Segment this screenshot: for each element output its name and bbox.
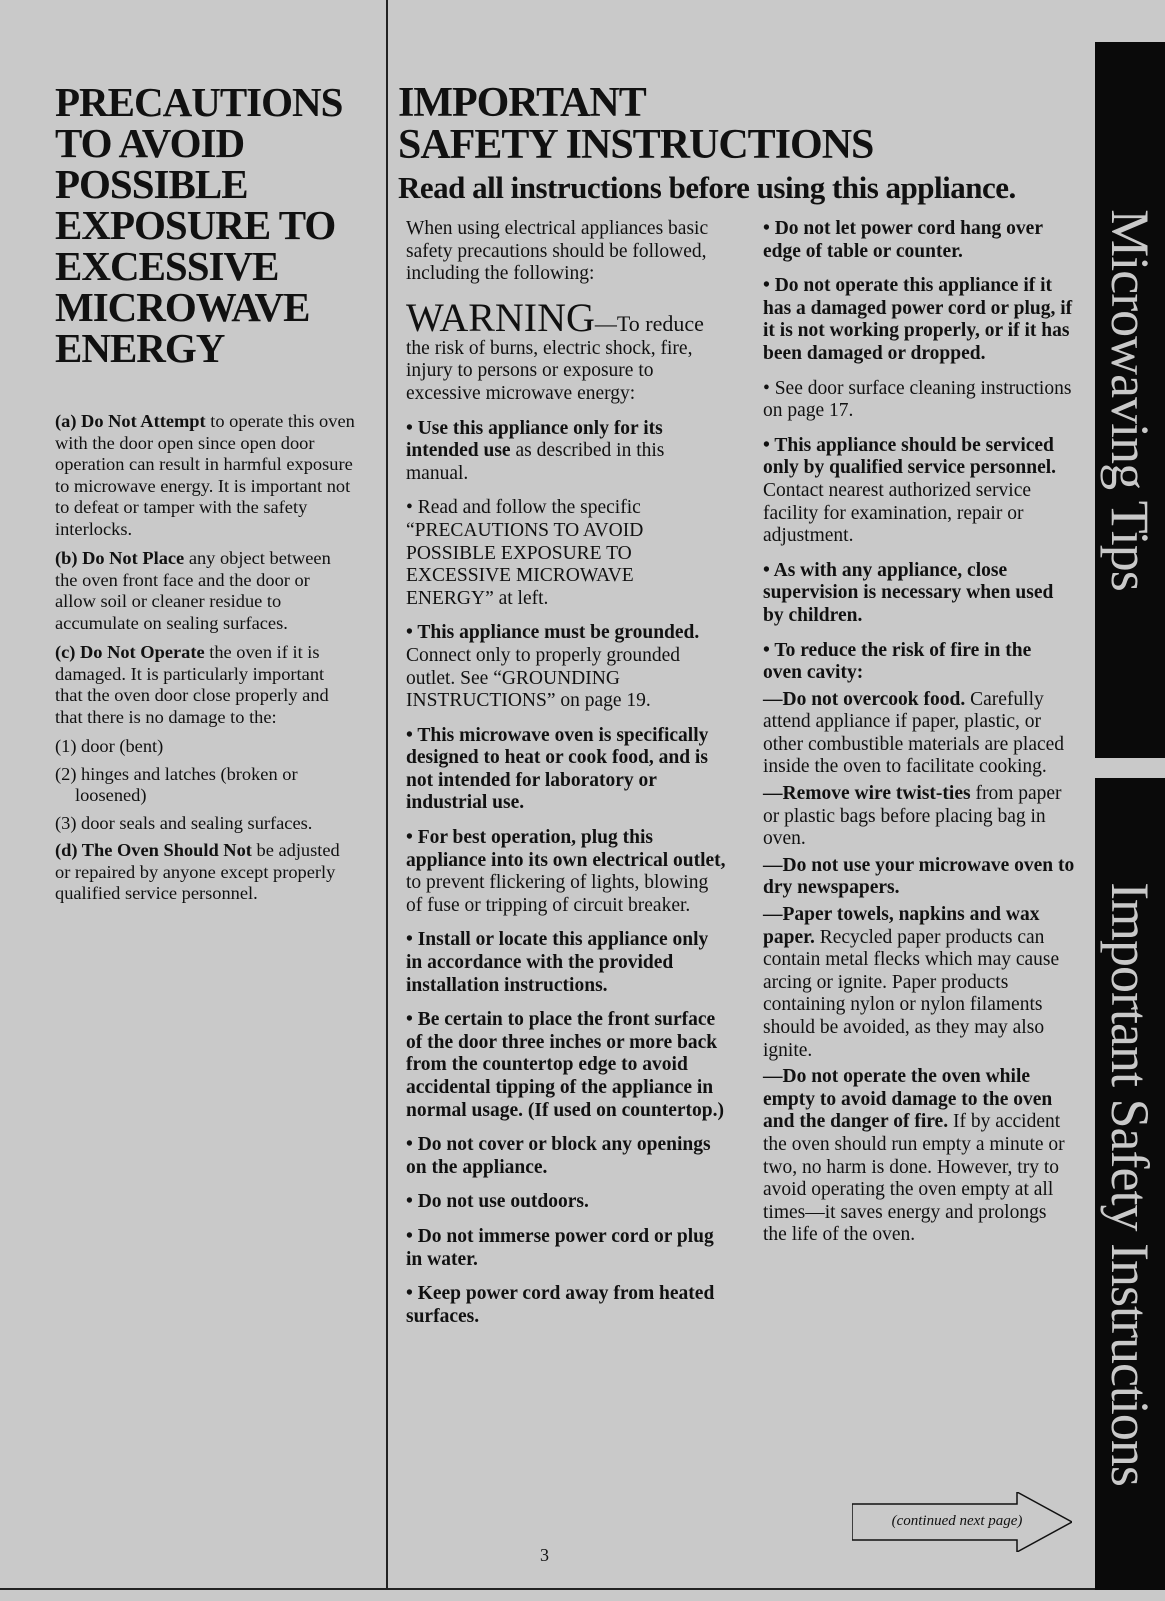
side-tab-safety-instructions[interactable] [1095,778,1165,1590]
instruction-item: • Install or locate this appliance only in accordance with the provided installation instructions. [406,929,709,996]
instruction-item: • Be certain to place the front surface of the door three inches or more back from the countertop edge to avoid accidental tipping of the appliance in normal usage. (If used on countertop.) [406,1009,724,1121]
instruction-item: • Keep power cord away from heated surfaces. [406,1283,715,1327]
instruction-item: • Do not cover or block any openings on the appliance. [406,1134,711,1178]
title-line: SAFETY INSTRUCTIONS [398,122,874,168]
side-tab-label: Important Safety Instructions [1100,882,1160,1486]
heading-line: EXCESSIVE [55,243,279,289]
instruction-item: • This appliance must be grounded. Connect only to properly grounded outlet. See “GROUNDING INSTRUCTIONS” on page 19. [406,622,700,712]
side-tab-label: Microwaving Tips [1100,209,1160,591]
bottom-rule [0,1588,1165,1590]
instructions-column-1 [406,218,726,1340]
instruction-item: • Read and follow the specific “PRECAUTIONS TO AVOID POSSIBLE EXPOSURE TO EXCESSIVE MICROWAVE ENERGY” at left. [406,497,644,609]
precaution-c-item: (1) door (bent) [55,736,164,756]
side-tab-microwaving-tips[interactable] [1095,42,1165,758]
instruction-item: • Do not immerse power cord or plug in water. [406,1225,714,1270]
heading-line: ENERGY [55,325,225,371]
instruction-item: —Do not operate the oven while empty to avoid damage to the oven and the danger of fire. If by accident the oven should run empty a minute or two, no harm is done. However, try to avoid operating the oven empty at all times—it saves energy and prolongs the life of the oven. [763,1066,1065,1246]
precaution-b: (b) Do Not Place any object between the oven front face and the door or allow soil or cleaner residue to accumulate on sealing surfaces. [55,548,331,633]
precaution-a: (a) Do Not Attempt to operate this oven with the door open since open door operation can result in harmful exposure to microwave energy. It is important not to defeat or tamper with the safety interlocks. [55,411,355,539]
warning-text: the risk of burns, electric shock, fire, injury to persons or exposure to excessive microwave energy: [406,337,693,404]
intro-paragraph: When using electrical appliances basic safety precautions should be followed, including the following: [406,218,709,285]
instruction-item: • This microwave oven is specifically designed to heat or cook food, and is not intended for laboratory or industrial use. [406,724,709,814]
instruction-item: —Do not overcook food. Carefully attend appliance if paper, plastic, or other combustible materials are placed inside the oven to facilitate cooking. [763,688,1065,778]
instruction-item: • As with any appliance, close supervision is necessary when used by children. [763,559,1054,626]
precaution-c: (c) Do Not Operate the oven if it is damaged. It is particularly important that the oven door close properly and that there is no damage to the: [55,642,329,727]
page-number: 3 [540,1545,549,1565]
instruction-item: • To reduce the risk of fire in the oven cavity: [763,639,1032,684]
instruction-item: • For best operation, plug this appliance into its own electrical outlet, to prevent flickering of lights, blowing of fuse or tripping of circuit breaker. [406,827,726,916]
instruction-item: —Remove wire twist-ties from paper or plastic bags before placing bag in oven. [763,783,1062,850]
instruction-item: • This appliance should be serviced only by qualified service personnel. Contact nearest authorized service facility for examination, repair or adjustment. [763,434,1057,547]
instruction-item: • Use this appliance only for its intended use as described in this manual. [406,417,665,484]
instruction-item: • Do not operate this appliance if it has a damaged power cord or plug, if it is not working properly, or if it has been damaged or dropped. [763,275,1073,364]
precaution-d: (d) The Oven Should Not be adjusted or repaired by anyone except properly qualified service personnel. [55,840,340,903]
heading-line: EXPOSURE TO [55,202,336,248]
safety-subtitle: Read all instructions before using this appliance. [398,170,1016,205]
precautions-heading [55,79,355,371]
instruction-item: • Do not use outdoors. [406,1191,589,1213]
continued-label: (continued next page) [891,1513,1023,1529]
instruction-item: • See door surface cleaning instructions on page 17. [763,377,1072,422]
precaution-c-item: (3) door seals and sealing surfaces. [55,812,313,833]
safety-title [398,82,1048,166]
safety-header [398,82,1048,206]
instruction-item: —Paper towels, napkins and wax paper. Recycled paper products can contain metal flecks which may cause arcing or ignite. Paper products containing nylon or nylon filaments should be avoided, as they may also ignite. [763,904,1060,1061]
precaution-c-item: (2) hinges and latches (broken or loosened) [55,763,298,805]
title-line: IMPORTANT [398,80,646,126]
heading-line: PRECAUTIONS [55,79,343,125]
instruction-item: • Do not let power cord hang over edge of table or counter. [763,218,1043,262]
heading-line: TO AVOID [55,120,245,166]
heading-line: MICROWAVE [55,284,310,330]
instruction-item: —Do not use your microwave oven to dry newspapers. [763,854,1075,899]
warning-paragraph [406,294,726,406]
instructions-column-2 [763,218,1075,1251]
warning-word: WARNING [406,294,595,340]
heading-line: POSSIBLE [55,161,248,207]
column-divider [386,0,388,1590]
warning-rest: —To reduce [594,310,704,336]
precautions-column [55,79,355,913]
